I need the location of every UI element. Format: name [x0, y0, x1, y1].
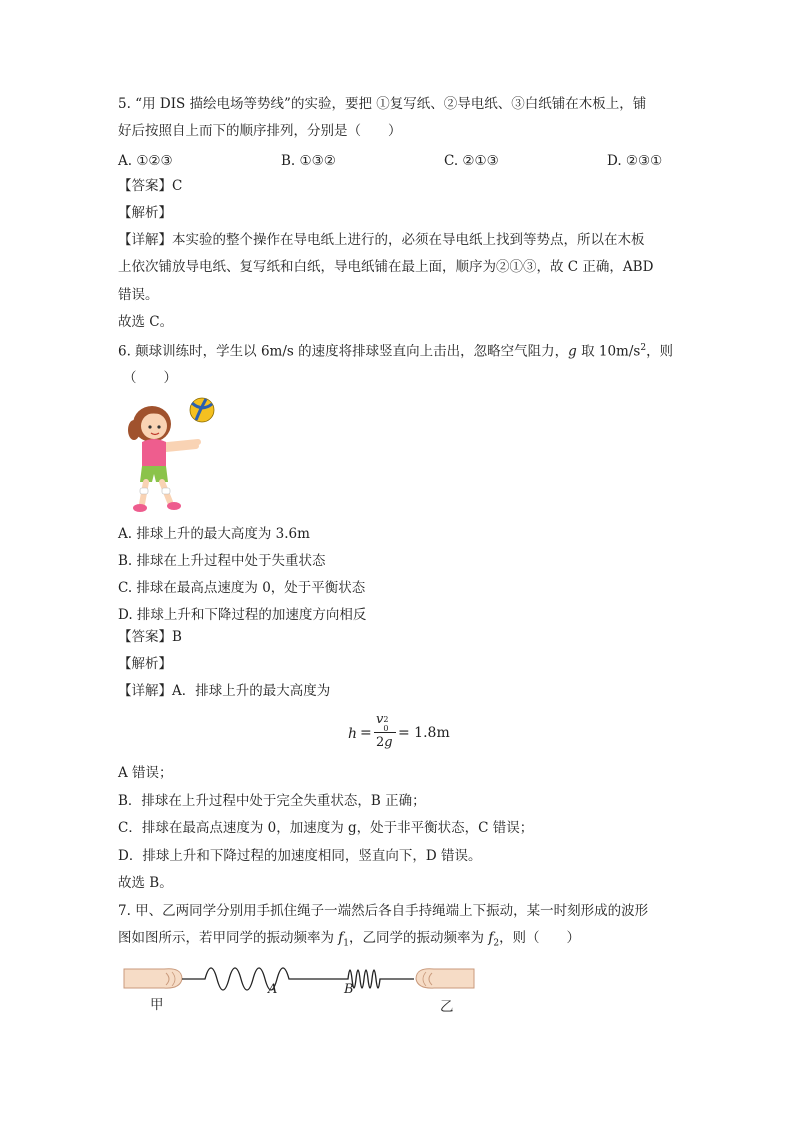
formula-eq: =: [360, 725, 372, 741]
left-hand-icon: [124, 969, 182, 988]
volleyball-icon: [190, 398, 214, 422]
q6-conclusion: 故选 B。: [118, 875, 173, 891]
q5-answer: [118, 180, 182, 194]
q5-option-a: A. ①②③: [118, 153, 173, 169]
formula-v: v: [376, 712, 384, 727]
q6-superscript: 2: [640, 343, 647, 353]
formula-sub: 0: [383, 724, 389, 733]
rope-wave: [182, 968, 414, 990]
q5-stem-line2: 好后按照自上而下的顺序排列，分别是（ ）: [118, 123, 402, 139]
answer-value: B: [172, 629, 182, 645]
q7-f2-sub: 2: [493, 938, 500, 949]
detail-tag: 【详解】: [118, 232, 172, 248]
q6-stem-line1: [118, 344, 673, 359]
right-hand-icon: [416, 969, 474, 988]
answer-value: C: [172, 178, 183, 194]
q6-detail-a: [118, 685, 330, 699]
formula-denominator: 2g: [376, 735, 393, 750]
answer-tag: 【答案】: [118, 629, 172, 645]
formula-numerator: [376, 712, 390, 733]
q7-stem-text-c: ，则（ ）: [499, 930, 581, 946]
q5-analysis-tag: 【解析】: [118, 205, 172, 221]
q7-f1: f: [338, 930, 344, 946]
q6-option-b: B. 排球在上升过程中处于失重状态: [118, 553, 326, 569]
q6-stem-line2: （ ）: [123, 370, 177, 386]
detail-text: A．排球上升的最大高度为: [172, 683, 331, 699]
detail-text: 本实验的整个操作在导电纸上进行的，必须在导电纸上找到等势点，所以在木板: [172, 232, 645, 248]
formula-max-height: [348, 712, 458, 756]
q5-option-b: B. ①③②: [281, 153, 336, 169]
q7-stem-line1: 7. 甲、乙两同学分别用手抓住绳子一端然后各自手持绳端上下振动，某一时刻形成的波形: [118, 903, 649, 919]
detail-tag: 【详解】: [118, 683, 172, 699]
q6-g-symbol: g: [568, 343, 577, 360]
q6-b-line: B．排球在上升过程中处于完全失重状态，B 正确；: [118, 793, 426, 809]
q7-stem-line2: [118, 932, 580, 949]
q7-f1-sub: 1: [343, 938, 350, 949]
q6-option-a: A. 排球上升的最大高度为 3.6m: [118, 526, 310, 542]
q6-stem-text-b: 取 10m/s: [576, 343, 641, 360]
point-a-label: A: [268, 982, 278, 997]
q5-option-d: D. ②③①: [607, 153, 663, 169]
answer-tag: 【答案】: [118, 178, 172, 194]
q5-detail-line1: [118, 234, 645, 248]
q6-a-wrong: A 错误；: [118, 765, 173, 781]
q5-stem-line1: 5. “用 DIS 描绘电场等势线”的实验，要把 ①复写纸、②导电纸、③白纸铺在木板上，铺: [118, 96, 647, 112]
formula-sup: 2: [383, 715, 389, 724]
q7-stem-text-a: 图如图所示，若甲同学的振动频率为: [118, 930, 339, 946]
q6-stem-text-c: ，则: [646, 343, 674, 360]
q6-option-d: D. 排球上升和下降过程的加速度方向相反: [118, 607, 367, 623]
q6-d-line: D．排球上升和下降过程的加速度相同，竖直向下，D 错误。: [118, 848, 482, 864]
rope-wave-figure: [120, 955, 480, 1017]
q5-detail-line3: 错误。: [118, 287, 159, 303]
q5-option-c: C. ②①③: [444, 153, 499, 169]
q5-detail-line2: 上依次铺放导电纸、复写纸和白纸，导电纸铺在最上面，顺序为②①③，故 C 正确，ABD: [118, 259, 654, 275]
label-yi: 乙: [440, 999, 454, 1015]
formula-rhs: = 1.8m: [398, 725, 450, 741]
point-b-label: B: [344, 982, 354, 997]
q6-answer: [118, 631, 182, 645]
q6-c-line: C．排球在最高点速度为 0，加速度为 g，处于非平衡状态，C 错误；: [118, 820, 534, 836]
formula-lhs: h: [348, 726, 358, 742]
volleyball-girl-illustration: [120, 394, 220, 516]
q6-stem-text-a: 6. 颠球训练时，学生以 6m/s 的速度将排球竖直向上击出，忽略空气阻力，: [118, 343, 569, 360]
q7-stem-text-b: ，乙同学的振动频率为: [349, 930, 489, 946]
q6-option-c: C. 排球在最高点速度为 0，处于平衡状态: [118, 580, 366, 596]
q5-conclusion: 故选 C。: [118, 314, 174, 330]
fraction-bar: [374, 732, 396, 733]
q7-f2: f: [488, 930, 494, 946]
q6-analysis-tag: 【解析】: [118, 656, 172, 672]
label-jia: 甲: [150, 997, 164, 1013]
